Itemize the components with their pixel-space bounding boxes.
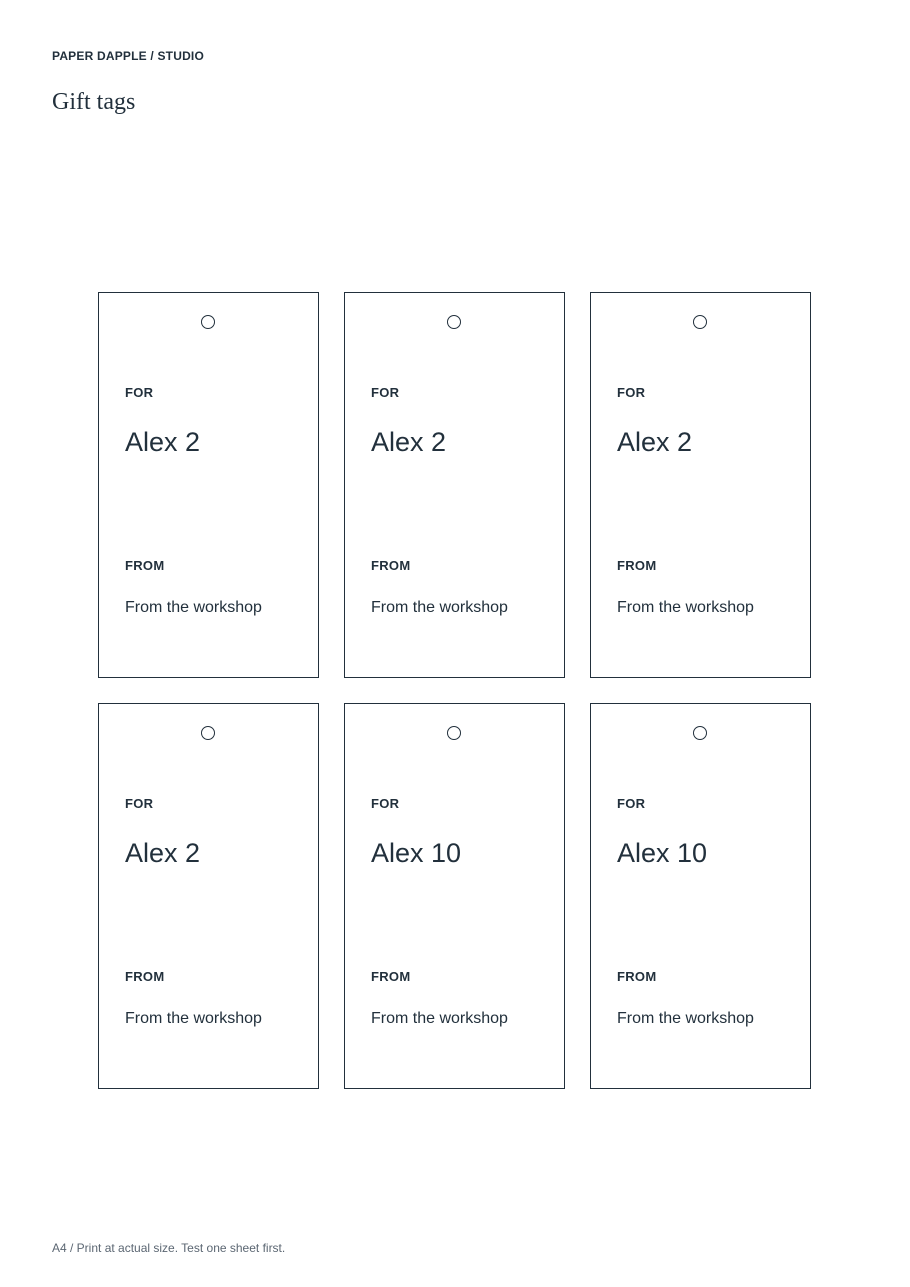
gift-tag	[344, 292, 565, 678]
punch-hole-icon	[447, 315, 461, 329]
sender-name: From the workshop	[617, 1010, 754, 1027]
sender-name: From the workshop	[371, 1010, 508, 1027]
from-label: FROM	[371, 969, 411, 984]
from-label: FROM	[371, 558, 411, 573]
from-label: FROM	[617, 558, 657, 573]
gift-tag	[98, 703, 319, 1089]
punch-hole-icon	[693, 315, 707, 329]
for-label: FOR	[125, 796, 154, 811]
for-label: FOR	[617, 385, 646, 400]
recipient-name: Alex 2	[125, 427, 201, 457]
sender-name: From the workshop	[371, 599, 508, 616]
sender-name: From the workshop	[617, 599, 754, 616]
from-label: FROM	[125, 969, 165, 984]
gift-tag	[98, 292, 319, 678]
from-label: FROM	[617, 969, 657, 984]
punch-hole-icon	[447, 726, 461, 740]
recipient-name: Alex 10	[371, 838, 462, 868]
gift-tag	[590, 703, 811, 1089]
from-label: FROM	[125, 558, 165, 573]
recipient-name: Alex 2	[617, 427, 693, 457]
punch-hole-icon	[693, 726, 707, 740]
print-note: A4 / Print at actual size. Test one sheet first.	[52, 1241, 286, 1255]
sender-name: From the workshop	[125, 1010, 262, 1027]
for-label: FOR	[125, 385, 154, 400]
for-label: FOR	[371, 385, 400, 400]
page-title: Gift tags	[52, 89, 136, 115]
punch-hole-icon	[201, 315, 215, 329]
punch-hole-icon	[201, 726, 215, 740]
for-label: FOR	[371, 796, 400, 811]
recipient-name: Alex 10	[617, 838, 708, 868]
recipient-name: Alex 2	[125, 838, 201, 868]
brand-label: PAPER DAPPLE / STUDIO	[52, 49, 204, 63]
recipient-name: Alex 2	[371, 427, 447, 457]
tag-grid	[98, 292, 811, 1089]
sender-name: From the workshop	[125, 599, 262, 616]
gift-tag	[590, 292, 811, 678]
for-label: FOR	[617, 796, 646, 811]
gift-tag	[344, 703, 565, 1089]
